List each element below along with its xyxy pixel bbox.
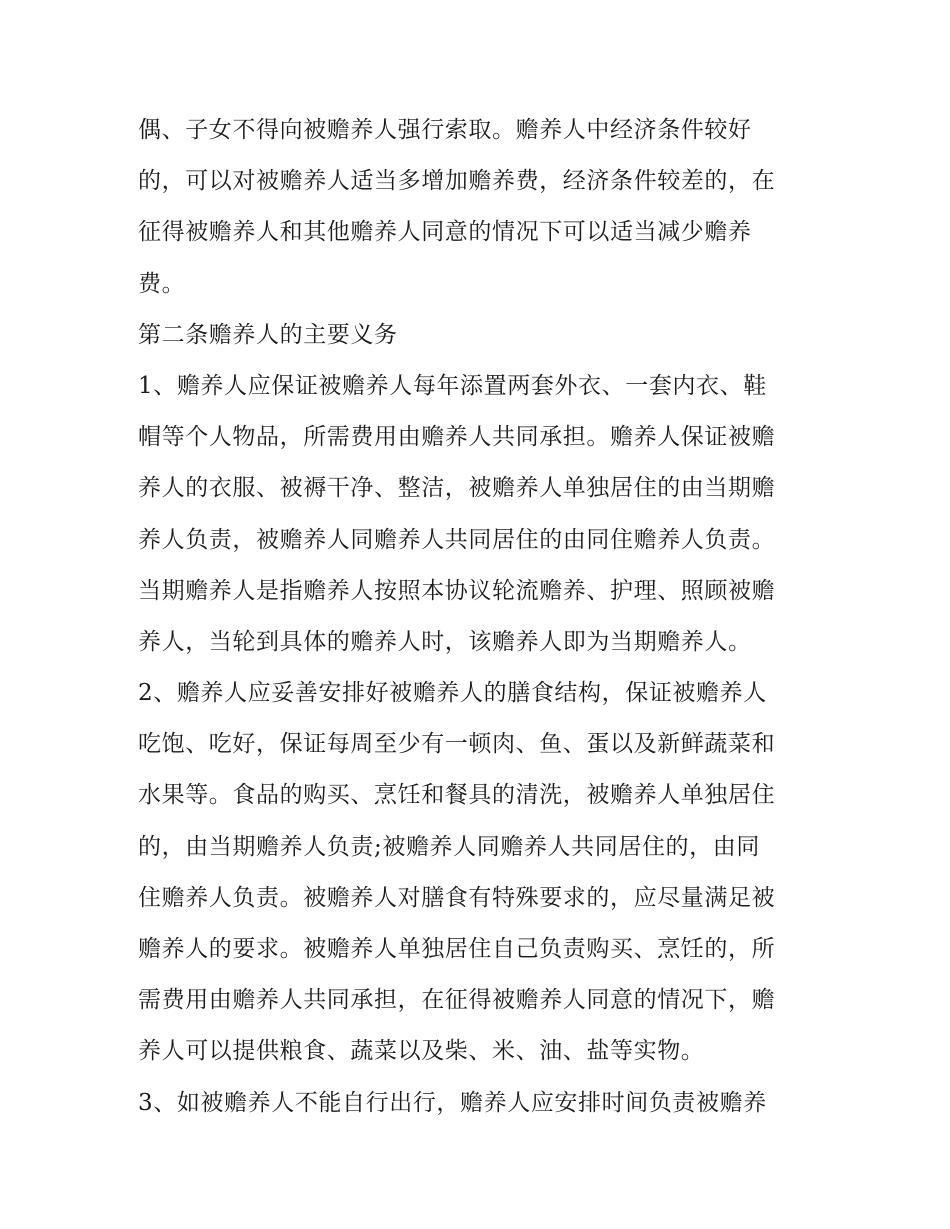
- text-line: 偶、子女不得向被赡养人强行索取。赡养人中经济条件较好: [138, 117, 752, 143]
- text-line: 费。: [138, 270, 186, 297]
- document-body: [138, 105, 818, 1129]
- text-line: 养人，当轮到具体的赡养人时，该赡养人即为当期赡养人。: [138, 628, 752, 655]
- text-line: 当期赡养人是指赡养人按照本协议轮流赡养、护理、照顾被赡: [138, 577, 776, 604]
- text-line: 养人的衣服、被褥干净、整洁，被赡养人单独居住的由当期赡: [138, 475, 776, 502]
- text-line: 吃饱、吃好，保证每周至少有一顿肉、鱼、蛋以及新鲜蔬菜和: [138, 731, 776, 758]
- section-heading: 第二条赡养人的主要义务: [138, 321, 398, 348]
- text-line: 需费用由赡养人共同承担，在征得被赡养人同意的情况下，赡: [138, 987, 776, 1014]
- text-line: 3、如被赡养人不能自行出行，赡养人应安排时间负责被赡养: [138, 1089, 767, 1116]
- text-line: 养人可以提供粮食、蔬菜以及柴、米、油、盐等实物。: [138, 1038, 705, 1065]
- text-line: 住赡养人负责。被赡养人对膳食有特殊要求的，应尽量满足被: [138, 884, 776, 911]
- text-line: 赡养人的要求。被赡养人单独居住自己负责购买、烹饪的，所: [138, 936, 776, 962]
- text-line: 养人负责，被赡养人同赡养人共同居住的由同住赡养人负责。: [138, 526, 776, 553]
- text-line: 的，由当期赡养人负责;被赡养人同赡养人共同居住的，由同: [138, 833, 760, 860]
- text-line: 的，可以对被赡养人适当多增加赡养费，经济条件较差的，在: [138, 168, 776, 195]
- text-line: 水果等。食品的购买、烹饪和餐具的清洗，被赡养人单独居住: [138, 782, 776, 809]
- text-line: 帽等个人物品，所需费用由赡养人共同承担。赡养人保证被赡: [138, 424, 776, 451]
- text-line: 1、赡养人应保证被赡养人每年添置两套外衣、一套内衣、鞋: [138, 372, 767, 399]
- text-line: 2、赡养人应妥善安排好被赡养人的膳食结构，保证被赡养人: [138, 680, 767, 707]
- text-line: 征得被赡养人和其他赡养人同意的情况下可以适当减少赡养: [138, 219, 752, 246]
